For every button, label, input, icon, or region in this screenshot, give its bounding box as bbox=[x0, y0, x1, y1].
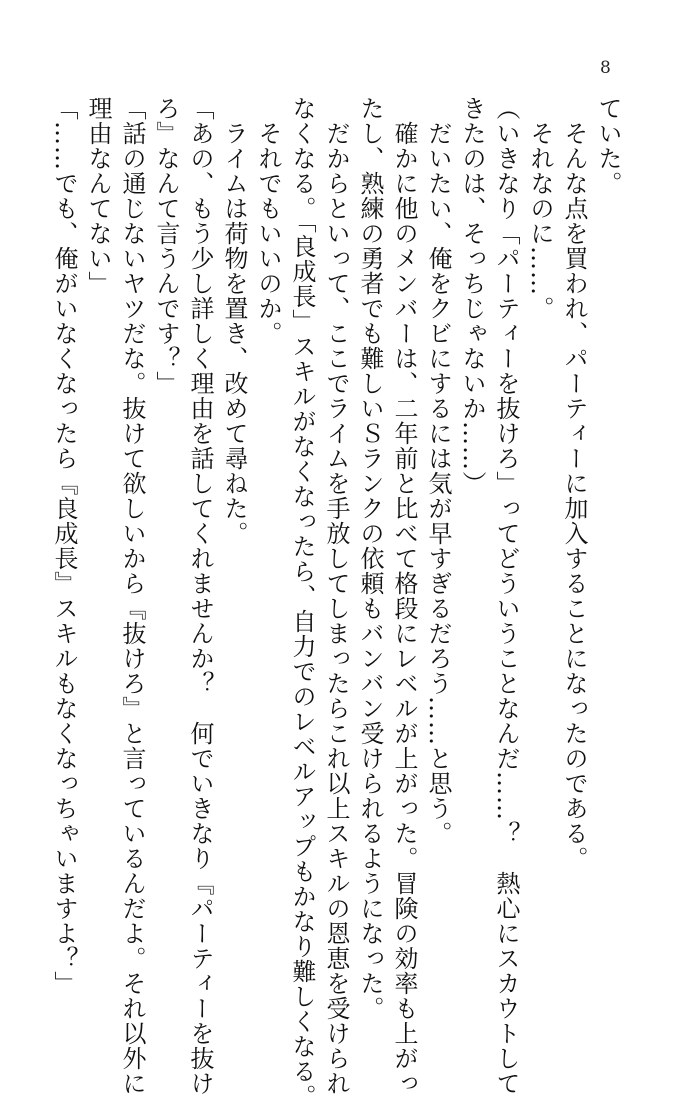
text-line: 「話の通じないヤツだな。抜けて欲しいから『抜けろ』と言っているんだよ。それ以外に bbox=[118, 96, 146, 1096]
text-line: 確かに他のメンバーは、二年前と比べて格段にレベルが上がった。冒険の効率も上がっ bbox=[390, 96, 418, 1096]
page-number: 8 bbox=[600, 58, 611, 78]
text-line: なくなる。「良成長」スキルがなくなったら、自力でのレベルアップもかなり難しくなる。 bbox=[288, 96, 316, 1109]
text-line: （いきなり「パーティーを抜けろ」ってどういうことなんだ……？ 熱心にスカウトして bbox=[492, 96, 520, 1096]
text-line: たし、熟練の勇者でも難しいＳランクの依頼もバンバン受けられるようになった。 bbox=[356, 96, 384, 1021]
text-line: だからといって、ここでライムを手放してしまったらこれ以上スキルの恩恵を受けられ bbox=[322, 96, 350, 1096]
text-line: 「……でも、俺がいなくなったら『良成長』スキルもなくなっちゃいますよ？」 bbox=[50, 96, 78, 996]
text-line: 「あの、もう少し詳しく理由を話してくれませんか？ 何でいきなり『パーティーを抜け bbox=[186, 96, 214, 1096]
text-line: そんな点を買われ、パーティーに加入することになったのである。 bbox=[560, 96, 588, 871]
text-line: 理由なんてない」 bbox=[84, 96, 112, 296]
text-line: それなのに……。 bbox=[526, 96, 554, 321]
text-line: きたのは、そっちじゃないか……） bbox=[458, 96, 486, 496]
text-line: だいたい、俺をクビにするには気が早すぎるだろう……と思う。 bbox=[424, 96, 452, 846]
text-line: それでもいいのか。 bbox=[254, 96, 282, 346]
text-line: ろ』なんて言うんです？」 bbox=[152, 96, 180, 396]
text-line: ライムは荷物を置き、改めて尋ねた。 bbox=[220, 96, 248, 546]
novel-text-column bbox=[47, 96, 625, 1109]
text-line: ていた。 bbox=[594, 96, 622, 196]
